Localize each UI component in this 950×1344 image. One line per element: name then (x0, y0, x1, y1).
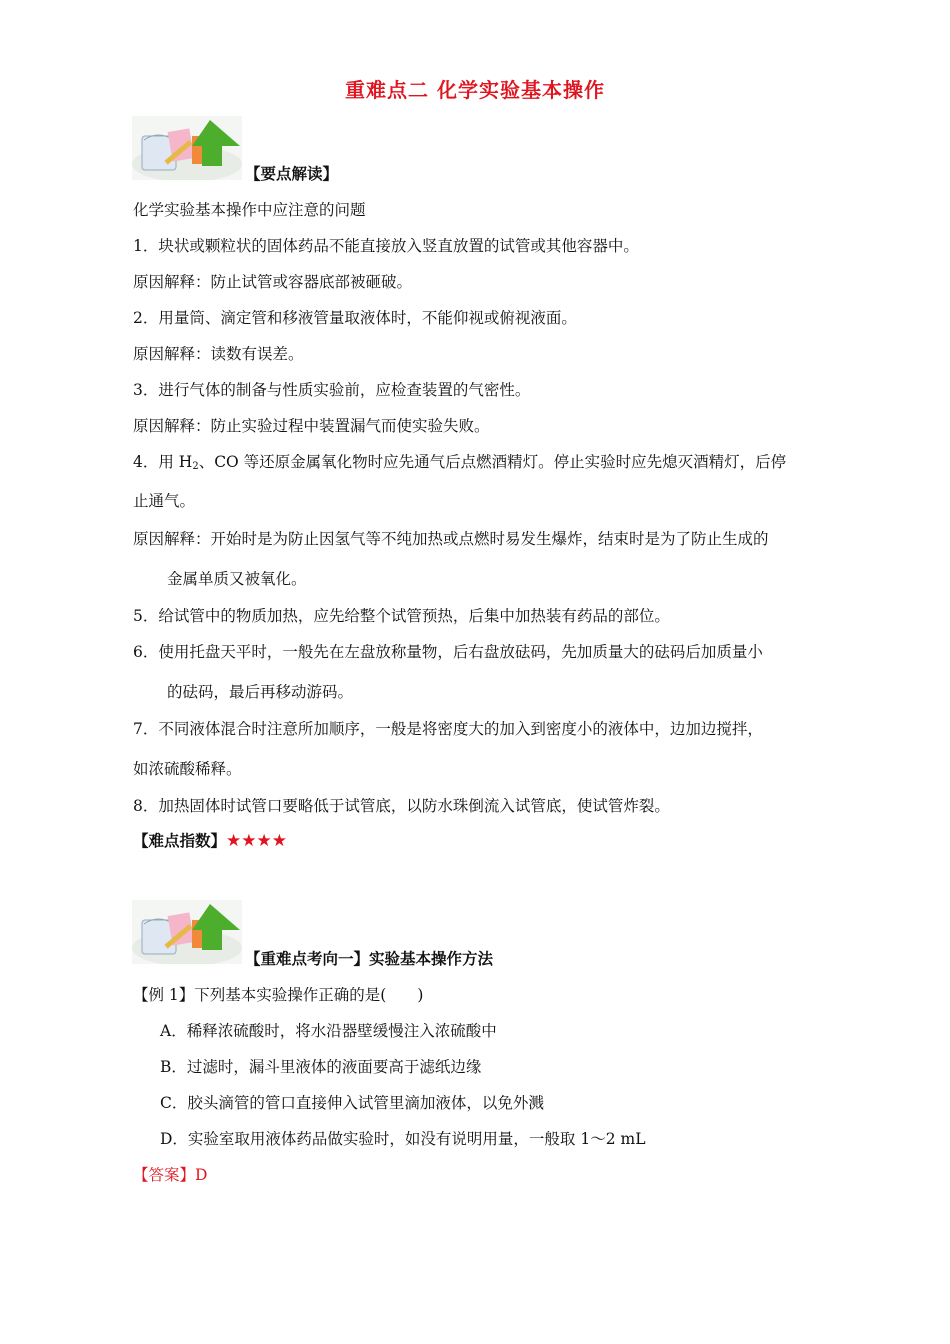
list-item: 3．进行气体的制备与性质实验前，应检查装置的气密性。 (133, 381, 531, 399)
section-heading-key-points: 【要点解读】 (245, 165, 339, 183)
intro-text: 化学实验基本操作中应注意的问题 (133, 201, 366, 219)
list-item: 1．块状或颗粒状的固体药品不能直接放入竖直放置的试管或其他容器中。 (133, 237, 639, 255)
list-item: 原因解释：开始时是为防止因氢气等不纯加热或点燃时易发生爆炸，结束时是为了防止生成的 (133, 530, 769, 548)
list-item: 5．给试管中的物质加热，应先给整个试管预热，后集中加热装有药品的部位。 (133, 607, 670, 625)
list-item-continuation: 如浓硫酸稀释。 (133, 760, 242, 778)
list-item: 2．用量筒、滴定管和移液管量取液体时，不能仰视或俯视液面。 (133, 309, 577, 327)
page-title: 重难点二 化学实验基本操作 (345, 78, 605, 102)
answer-value: D (195, 1166, 208, 1184)
list-item: 6．使用托盘天平时，一般先在左盘放称量物，后右盘放砝码，先加质量大的砝码后加质量小 (133, 643, 763, 661)
question-text: 下列基本实验操作正确的是( ) (194, 986, 424, 1004)
list-item: 8．加热固体时试管口要略低于试管底，以防水珠倒流入试管底，使试管炸裂。 (133, 797, 670, 815)
subscript: 2 (192, 461, 199, 472)
difficulty-stars: ★★★★ (226, 831, 287, 851)
option-c: C．胶头滴管的管口直接伸入试管里滴加液体，以免外溅 (160, 1094, 544, 1112)
list-item: 原因解释：防止实验过程中装置漏气而使实验失败。 (133, 417, 490, 435)
difficulty-label: 【难点指数】 (133, 832, 227, 850)
notebook-pencil-icon (132, 116, 242, 180)
list-item: 原因解释：读数有误差。 (133, 345, 304, 363)
section-heading-direction-one: 【重难点考向一】实验基本操作方法 (245, 950, 494, 968)
list-item: 原因解释：防止试管或容器底部被砸破。 (133, 273, 413, 291)
answer-label: 【答案】 (133, 1166, 196, 1184)
item4-text-b: 、CO 等还原金属氧化物时应先通气后点燃酒精灯。停止实验时应先熄灭酒精灯，后停 (198, 453, 787, 471)
example-question (133, 985, 423, 1005)
option-a: A．稀释浓硫酸时，将水沿器壁缓慢注入浓硫酸中 (160, 1022, 497, 1040)
answer (133, 1165, 207, 1185)
item4-text-a: 4．用 H (133, 453, 193, 471)
list-item-continuation: 金属单质又被氧化。 (167, 570, 307, 588)
list-item-continuation: 止通气。 (133, 492, 196, 510)
notebook-pencil-icon (132, 900, 242, 964)
example-label: 【例 1】 (133, 986, 195, 1004)
difficulty-index (133, 831, 287, 851)
option-d: D．实验室取用液体药品做实验时，如没有说明用量，一般取 1～2 mL (160, 1130, 646, 1148)
list-item: 7．不同液体混合时注意所加顺序，一般是将密度大的加入到密度小的液体中，边加边搅拌， (133, 720, 763, 738)
list-item-continuation: 的砝码，最后再移动游码。 (167, 683, 354, 701)
list-item-4 (133, 452, 786, 477)
option-b: B．过滤时，漏斗里液体的液面要高于滤纸边缘 (160, 1058, 482, 1076)
